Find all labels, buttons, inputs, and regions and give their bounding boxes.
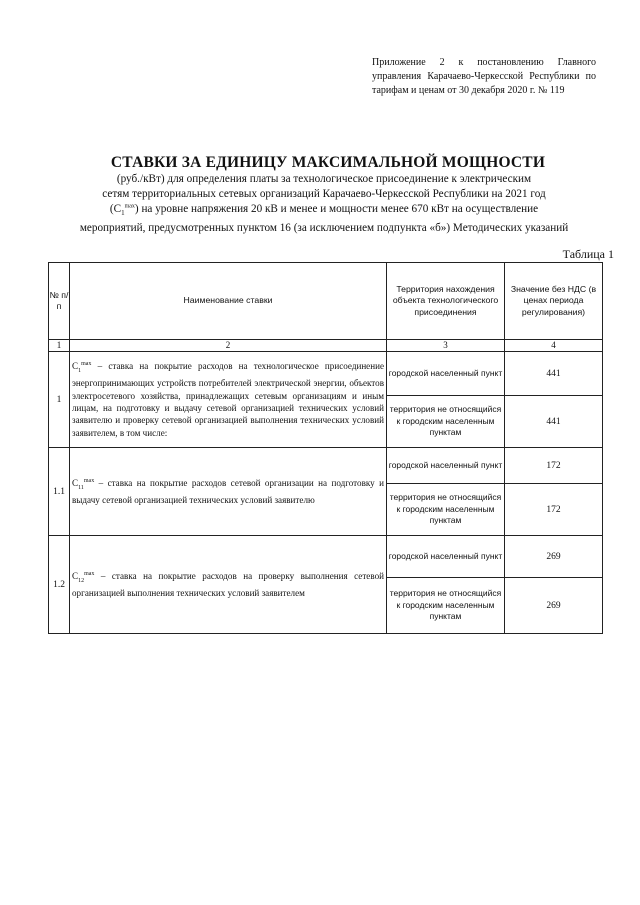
rate-value: 269 <box>505 536 603 578</box>
territory-rural: территория не относящийся к городским населенным пунктам <box>387 578 505 634</box>
rates-table <box>48 262 603 634</box>
territory-urban: городской населенный пункт <box>387 352 505 396</box>
rate-value: 172 <box>505 484 603 536</box>
rate-text: – ставка на покрытие расходов на проверку выполнения сетевой организацией выполнения технических условий заявителем <box>72 570 384 598</box>
rate-description <box>70 352 387 448</box>
document-subtitle <box>54 172 594 236</box>
rate-symbol-subscript: 11 <box>78 484 84 491</box>
rate-symbol-superscript: max <box>124 203 135 210</box>
subtitle-line-4: мероприятий, предусмотренных пунктом 16 (за исключением подпункта «б») Методических указаний <box>79 222 569 235</box>
table-index-row <box>49 340 603 352</box>
rate-symbol-superscript: max <box>84 570 95 577</box>
row-number: 1 <box>49 352 70 448</box>
territory-urban: городской населенный пункт <box>387 448 505 484</box>
index-cell: 2 <box>70 340 387 352</box>
table-row <box>49 352 603 396</box>
rate-value: 172 <box>505 448 603 484</box>
table-row <box>49 448 603 484</box>
rate-value: 441 <box>505 396 603 448</box>
rate-symbol-superscript: max <box>81 360 92 367</box>
rate-symbol: C <box>72 360 79 371</box>
header-num: № п/п <box>49 263 70 340</box>
territory-rural: территория не относящийся к городским населенным пунктам <box>387 484 505 536</box>
territory-rural: территория не относящийся к городским населенным пунктам <box>387 396 505 448</box>
index-cell: 1 <box>49 340 70 352</box>
row-number: 1.2 <box>49 536 70 634</box>
subtitle-line-1: (руб./кВт) для определения платы за технологическое присоединение к электрическим <box>116 173 532 185</box>
rate-description <box>70 448 387 536</box>
header-name: Наименование ставки <box>70 263 387 340</box>
table-row <box>49 536 603 578</box>
rate-value: 269 <box>505 578 603 634</box>
row-number: 1.1 <box>49 448 70 536</box>
rate-description <box>70 536 387 634</box>
rate-symbol-subscript: 1 <box>121 209 125 218</box>
rate-symbol-superscript: max <box>83 477 95 484</box>
rate-text: – ставка на покрытие расходов сетевой организации на подготовку и выдачу сетевой организацией технических условий заявителю <box>72 477 384 505</box>
rate-symbol: C <box>72 477 79 488</box>
rate-symbol: C <box>72 570 79 581</box>
header-value: Значение без НДС (в ценах периода регулирования) <box>505 263 603 340</box>
rate-symbol: (C <box>109 203 122 215</box>
subtitle-line-2: сетям территориальных сетевых организаций Карачаево-Черкесской Республики на 2021 год <box>102 188 546 200</box>
table-label: Таблица 1 <box>562 247 614 261</box>
document-title: СТАВКИ ЗА ЕДИНИЦУ МАКСИМАЛЬНОЙ МОЩНОСТИ <box>110 154 546 171</box>
rate-symbol-subscript: 1 <box>78 367 82 374</box>
index-cell: 3 <box>387 340 505 352</box>
appendix-note: Приложение 2 к постановлению Главного управления Карачаево-Черкесской Республики по тарифам и ценам от 30 декабря 2020 г. № 119 <box>372 57 596 96</box>
header-territory: Территория нахождения объекта технологического присоединения <box>387 263 505 340</box>
rate-symbol-subscript: 12 <box>78 577 85 584</box>
rate-value: 441 <box>505 352 603 396</box>
table-header-row <box>49 263 603 340</box>
index-cell: 4 <box>505 340 603 352</box>
territory-urban: городской населенный пункт <box>387 536 505 578</box>
subtitle-line-3 <box>54 202 594 221</box>
subtitle-line-3-rest: ) на уровне напряжения 20 кВ и менее и мощности менее 670 кВт на осуществление <box>134 203 539 215</box>
rate-text: – ставка на покрытие расходов на технологическое присоединение энергопринимающих устройств потребителей электрической энергии, объектов электросетевого хозяйства, принадлежащих сетевым организациям и иным лицам, на подготовку и выдачу сетевой организацией технических условий заявителю и проверку сетевой организацией выполнения технических условий заявителем, в том числе: <box>72 360 384 438</box>
